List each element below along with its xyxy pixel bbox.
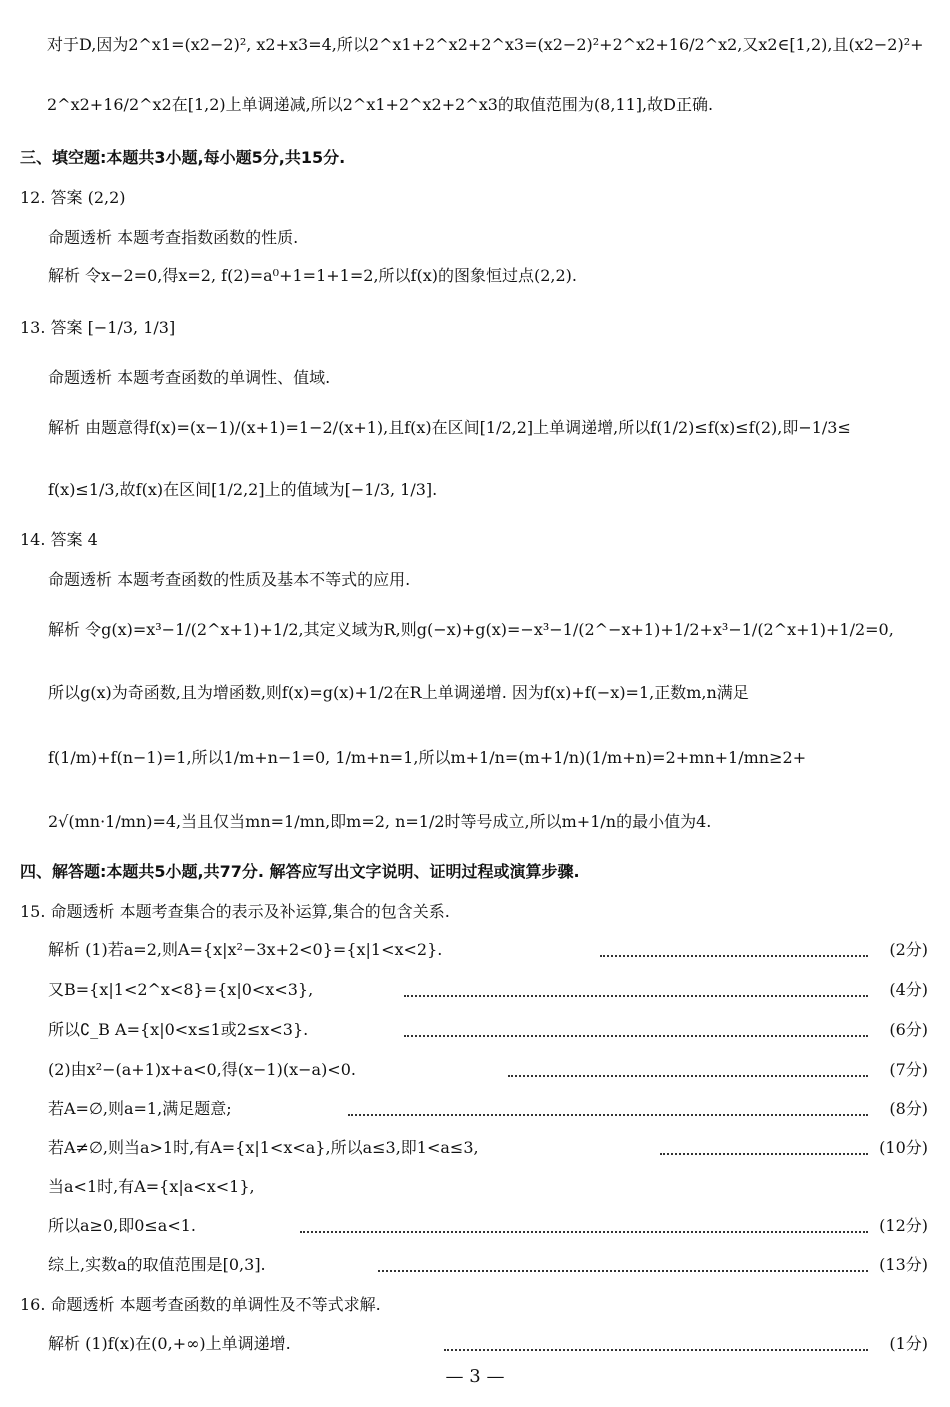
solution-step: 若A=∅,则a=1,满足题意; bbox=[48, 1099, 232, 1118]
score-label: (1分) bbox=[889, 1334, 928, 1353]
solution-step: 所以a≥0,即0≤a<1. bbox=[48, 1216, 197, 1235]
dotted-leader bbox=[378, 1270, 868, 1272]
text-line: 对于D,因为2^x1=(x2−2)², x2+x3=4,所以2^x1+2^x2+2^x3=(x2−2)²+2^x2+16/2^x2,又x2∈[1,2),且(x2−2)²+ bbox=[47, 35, 924, 54]
solution-step: 又B={x|1<2^x<8}={x|0<x<3}, bbox=[48, 980, 314, 999]
text-line: 2^x2+16/2^x2在[1,2)上单调递减,所以2^x1+2^x2+2^x3的取值范围为(8,11],故D正确. bbox=[47, 95, 714, 114]
score-label: (10分) bbox=[879, 1138, 928, 1157]
text-line: 14. 答案 4 bbox=[20, 530, 98, 549]
text-line: 命题透析 本题考查指数函数的性质. bbox=[48, 228, 299, 247]
solution-step: 解析 (1)f(x)在(0,+∞)上单调递增. bbox=[48, 1334, 291, 1353]
dotted-leader bbox=[404, 995, 868, 997]
dotted-leader bbox=[404, 1035, 868, 1037]
solution-step: 若A≠∅,则当a>1时,有A={x|1<x<a},所以a≤3,即1<a≤3, bbox=[48, 1138, 479, 1157]
text-line: 命题透析 本题考查函数的性质及基本不等式的应用. bbox=[48, 570, 411, 589]
text-line: 解析 由题意得f(x)=(x−1)/(x+1)=1−2/(x+1),且f(x)在区间[1/2,2]上单调递增,所以f(1/2)≤f(x)≤f(2),即−1/3≤ bbox=[48, 418, 851, 437]
dotted-leader bbox=[348, 1114, 868, 1116]
text-line: 13. 答案 [−1/3, 1/3] bbox=[20, 318, 176, 337]
dotted-leader bbox=[660, 1153, 868, 1155]
dotted-leader bbox=[600, 955, 868, 957]
solution-step: 综上,实数a的取值范围是[0,3]. bbox=[48, 1255, 266, 1274]
text-line: 2√(mn·1/mn)=4,当且仅当mn=1/mn,即m=2, n=1/2时等号成立,所以m+1/n的最小值为4. bbox=[48, 812, 712, 831]
text-line: 命题透析 本题考查函数的单调性、值域. bbox=[48, 368, 331, 387]
solution-step: 所以∁_B A={x|0<x≤1或2≤x<3}. bbox=[48, 1020, 309, 1039]
score-label: (8分) bbox=[889, 1099, 928, 1118]
score-label: (12分) bbox=[879, 1216, 928, 1235]
score-label: (13分) bbox=[879, 1255, 928, 1274]
text-line: 解析 令x−2=0,得x=2, f(2)=a⁰+1=1+1=2,所以f(x)的图象恒过点(2,2). bbox=[48, 266, 577, 285]
dotted-leader bbox=[508, 1075, 868, 1077]
text-line: 16. 命题透析 本题考查函数的单调性及不等式求解. bbox=[20, 1295, 381, 1314]
score-label: (2分) bbox=[889, 940, 928, 959]
score-label: (4分) bbox=[889, 980, 928, 999]
text-line: 解析 令g(x)=x³−1/(2^x+1)+1/2,其定义域为R,则g(−x)+g(x)=−x³−1/(2^−x+1)+1/2+x³−1/(2^x+1)+1/2=0, bbox=[48, 620, 894, 639]
dotted-leader bbox=[300, 1231, 868, 1233]
score-label: (6分) bbox=[889, 1020, 928, 1039]
solution-step: (2)由x²−(a+1)x+a<0,得(x−1)(x−a)<0. bbox=[48, 1060, 356, 1079]
text-line: 三、填空题:本题共3小题,每小题5分,共15分. bbox=[20, 148, 346, 167]
score-label: (7分) bbox=[889, 1060, 928, 1079]
text-line: 12. 答案 (2,2) bbox=[20, 188, 126, 207]
text-line: 四、解答题:本题共5小题,共77分. 解答应写出文字说明、证明过程或演算步骤. bbox=[20, 862, 580, 881]
text-line: 当a<1时,有A={x|a<x<1}, bbox=[48, 1177, 255, 1196]
text-line: 15. 命题透析 本题考查集合的表示及补运算,集合的包含关系. bbox=[20, 902, 450, 921]
text-line: f(x)≤1/3,故f(x)在区间[1/2,2]上的值域为[−1/3, 1/3]. bbox=[48, 480, 438, 499]
dotted-leader bbox=[444, 1349, 868, 1351]
solution-step: 解析 (1)若a=2,则A={x|x²−3x+2<0}={x|1<x<2}. bbox=[48, 940, 443, 959]
text-line: f(1/m)+f(n−1)=1,所以1/m+n−1=0, 1/m+n=1,所以m+1/n=(m+1/n)(1/m+n)=2+mn+1/mn≥2+ bbox=[48, 748, 807, 767]
text-line: 所以g(x)为奇函数,且为增函数,则f(x)=g(x)+1/2在R上单调递增. 因为f(x)+f(−x)=1,正数m,n满足 bbox=[48, 683, 749, 702]
page-number: — 3 — bbox=[445, 1366, 505, 1387]
